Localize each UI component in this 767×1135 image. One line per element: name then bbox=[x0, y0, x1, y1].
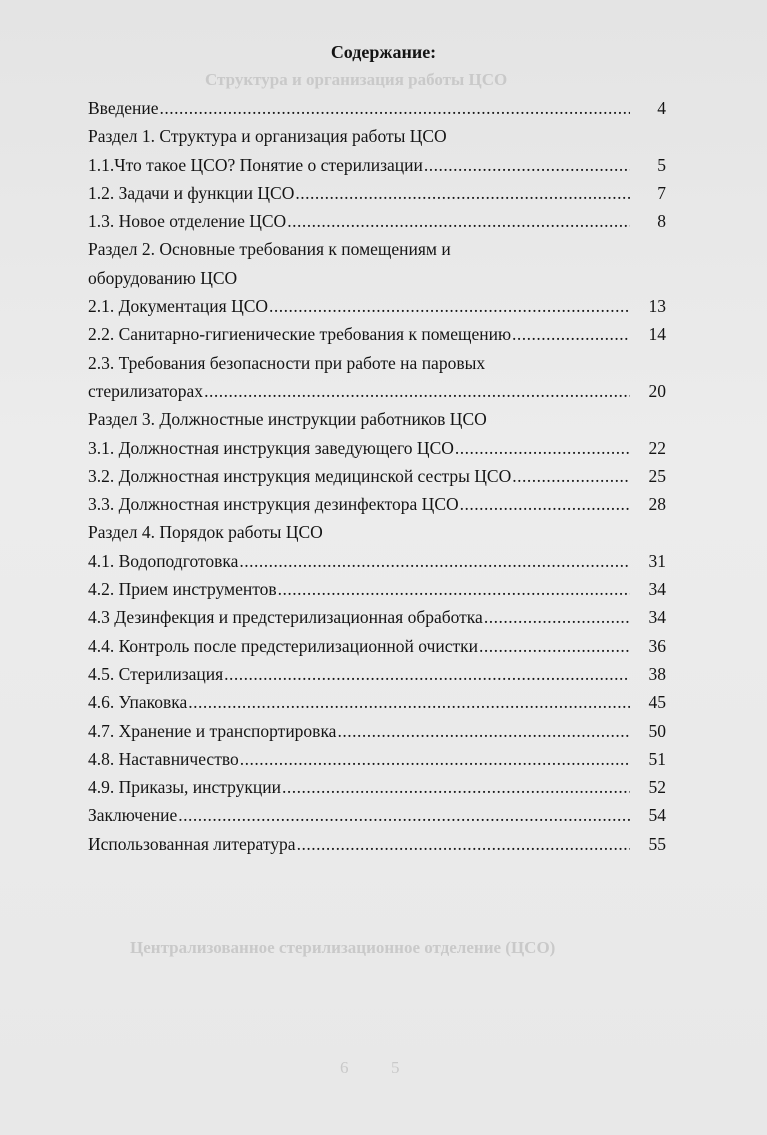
toc-entry bbox=[88, 603, 666, 631]
toc-page-number: 31 bbox=[648, 550, 666, 571]
dot-leader bbox=[512, 320, 630, 348]
toc-entry-title: Раздел 1. Структура и организация работы ЦСО bbox=[88, 126, 447, 147]
toc-page-number: 28 bbox=[648, 494, 666, 515]
toc-entry-title: 1.3. Новое отделение ЦСО bbox=[88, 211, 287, 232]
toc-page-number: 34 bbox=[648, 607, 666, 628]
toc-entry bbox=[88, 320, 666, 348]
table-of-contents bbox=[88, 94, 666, 858]
toc-entry-title: 2.1. Документация ЦСО bbox=[88, 296, 269, 317]
bleed-through-heading: Структура и организация работы ЦСО bbox=[205, 70, 508, 89]
dot-leader bbox=[224, 660, 630, 688]
toc-entry-title: Введение bbox=[88, 98, 159, 118]
toc-entry bbox=[88, 518, 666, 546]
dot-leader bbox=[240, 745, 630, 773]
dot-leader bbox=[178, 801, 630, 829]
dot-leader bbox=[337, 717, 630, 745]
toc-entry-title: 4.1. Водоподготовка bbox=[88, 550, 239, 571]
dot-leader bbox=[297, 830, 630, 858]
dot-leader bbox=[282, 773, 630, 801]
toc-entry bbox=[88, 377, 666, 405]
toc-entry bbox=[88, 575, 666, 603]
toc-entry-title: 4.8. Наставничество bbox=[88, 748, 239, 769]
toc-entry-title: 4.9. Приказы, инструкции bbox=[88, 777, 282, 798]
toc-entry bbox=[88, 207, 666, 235]
toc-page-number: 52 bbox=[648, 777, 666, 798]
toc-entry-title: 4.2. Прием инструментов bbox=[88, 579, 277, 600]
toc-page-number: 55 bbox=[648, 833, 666, 854]
toc-entry-title: Раздел 3. Должностные инструкции работников ЦСО bbox=[88, 409, 487, 430]
toc-entry-title: 4.7. Хранение и транспортировка bbox=[88, 720, 337, 741]
toc-page-number: 34 bbox=[648, 579, 666, 600]
toc-page-number: 14 bbox=[648, 324, 666, 345]
toc-entry bbox=[88, 632, 666, 660]
toc-entry bbox=[88, 122, 666, 150]
toc-entry bbox=[88, 264, 666, 292]
toc-entry-title: стерилизаторах bbox=[88, 380, 204, 401]
dot-leader bbox=[424, 151, 630, 179]
toc-entry bbox=[88, 745, 666, 773]
toc-entry bbox=[88, 292, 666, 320]
toc-entry-title: 2.3. Требования безопасности при работе на паровых bbox=[88, 352, 486, 373]
toc-entry bbox=[88, 405, 666, 433]
toc-entry-title: 4.4. Контроль после предстерилизационной очистки bbox=[88, 635, 479, 656]
page-title: Содержание: bbox=[330, 42, 437, 62]
toc-entry bbox=[88, 349, 666, 377]
toc-entry-title: 3.2. Должностная инструкция медицинской сестры ЦСО bbox=[88, 465, 512, 486]
toc-entry-title: 3.3. Должностная инструкция дезинфектора ЦСО bbox=[88, 494, 459, 515]
toc-entry-title: Использованная литература bbox=[88, 833, 296, 854]
toc-page-number: 20 bbox=[648, 380, 666, 401]
dot-leader bbox=[287, 207, 630, 235]
toc-entry bbox=[88, 151, 666, 179]
toc-entry-title: 3.1. Должностная инструкция заведующего ЦСО bbox=[88, 437, 454, 458]
toc-page-number: 13 bbox=[648, 296, 666, 317]
toc-entry bbox=[88, 94, 666, 122]
toc-entry bbox=[88, 462, 666, 490]
toc-page-number: 38 bbox=[648, 663, 666, 684]
toc-entry-title: Раздел 4. Порядок работы ЦСО bbox=[88, 522, 323, 543]
dot-leader bbox=[278, 575, 630, 603]
dot-leader bbox=[160, 94, 630, 122]
toc-page-number: 7 bbox=[657, 182, 666, 203]
bleed-through-heading: Централизованное стерилизационное отделение (ЦСО) bbox=[130, 938, 556, 957]
toc-entry-title: 1.2. Задачи и функции ЦСО bbox=[88, 182, 295, 203]
toc-page-number: 45 bbox=[648, 692, 666, 713]
dot-leader bbox=[188, 688, 630, 716]
toc-entry bbox=[88, 773, 666, 801]
dot-leader bbox=[460, 490, 630, 518]
toc-entry bbox=[88, 717, 666, 745]
toc-entry bbox=[88, 434, 666, 462]
toc-entry bbox=[88, 830, 666, 858]
dot-leader bbox=[512, 462, 630, 490]
toc-entry-title: 2.2. Санитарно-гигиенические требования к помещению bbox=[88, 324, 512, 345]
dot-leader bbox=[484, 603, 630, 631]
dot-leader bbox=[295, 179, 630, 207]
bleed-through-page-numbers: 6 5 bbox=[340, 1058, 400, 1077]
toc-page-number: 50 bbox=[648, 720, 666, 741]
toc-page-number: 25 bbox=[648, 465, 666, 486]
toc-entry bbox=[88, 801, 666, 829]
toc-entry-title: Заключение bbox=[88, 805, 178, 826]
toc-entry bbox=[88, 660, 666, 688]
toc-entry-title: 4.3 Дезинфекция и предстерилизационная обработка bbox=[88, 607, 483, 628]
toc-page-number: 36 bbox=[648, 635, 666, 656]
toc-entry bbox=[88, 179, 666, 207]
toc-page-number: 8 bbox=[657, 211, 666, 232]
toc-entry bbox=[88, 490, 666, 518]
toc-page-number: 5 bbox=[657, 154, 666, 175]
dot-leader bbox=[204, 377, 630, 405]
toc-entry-title: 1.1.Что такое ЦСО? Понятие о стерилизации bbox=[88, 154, 423, 175]
toc-entry bbox=[88, 547, 666, 575]
toc-entry-title: Раздел 2. Основные требования к помещениям и bbox=[88, 239, 451, 260]
toc-entry-title: 4.5. Стерилизация bbox=[88, 663, 224, 684]
toc-entry-title: оборудованию ЦСО bbox=[88, 267, 238, 288]
toc-page-number: 22 bbox=[648, 437, 666, 458]
dot-leader bbox=[239, 547, 630, 575]
toc-entry bbox=[88, 688, 666, 716]
toc-entry bbox=[88, 235, 666, 263]
toc-entry-title: 4.6. Упаковка bbox=[88, 692, 188, 713]
dot-leader bbox=[479, 632, 630, 660]
toc-page-number: 54 bbox=[648, 805, 666, 826]
dot-leader bbox=[455, 434, 630, 462]
toc-page-number: 51 bbox=[648, 748, 666, 769]
toc-page-number: 4 bbox=[657, 98, 666, 118]
dot-leader bbox=[269, 292, 630, 320]
